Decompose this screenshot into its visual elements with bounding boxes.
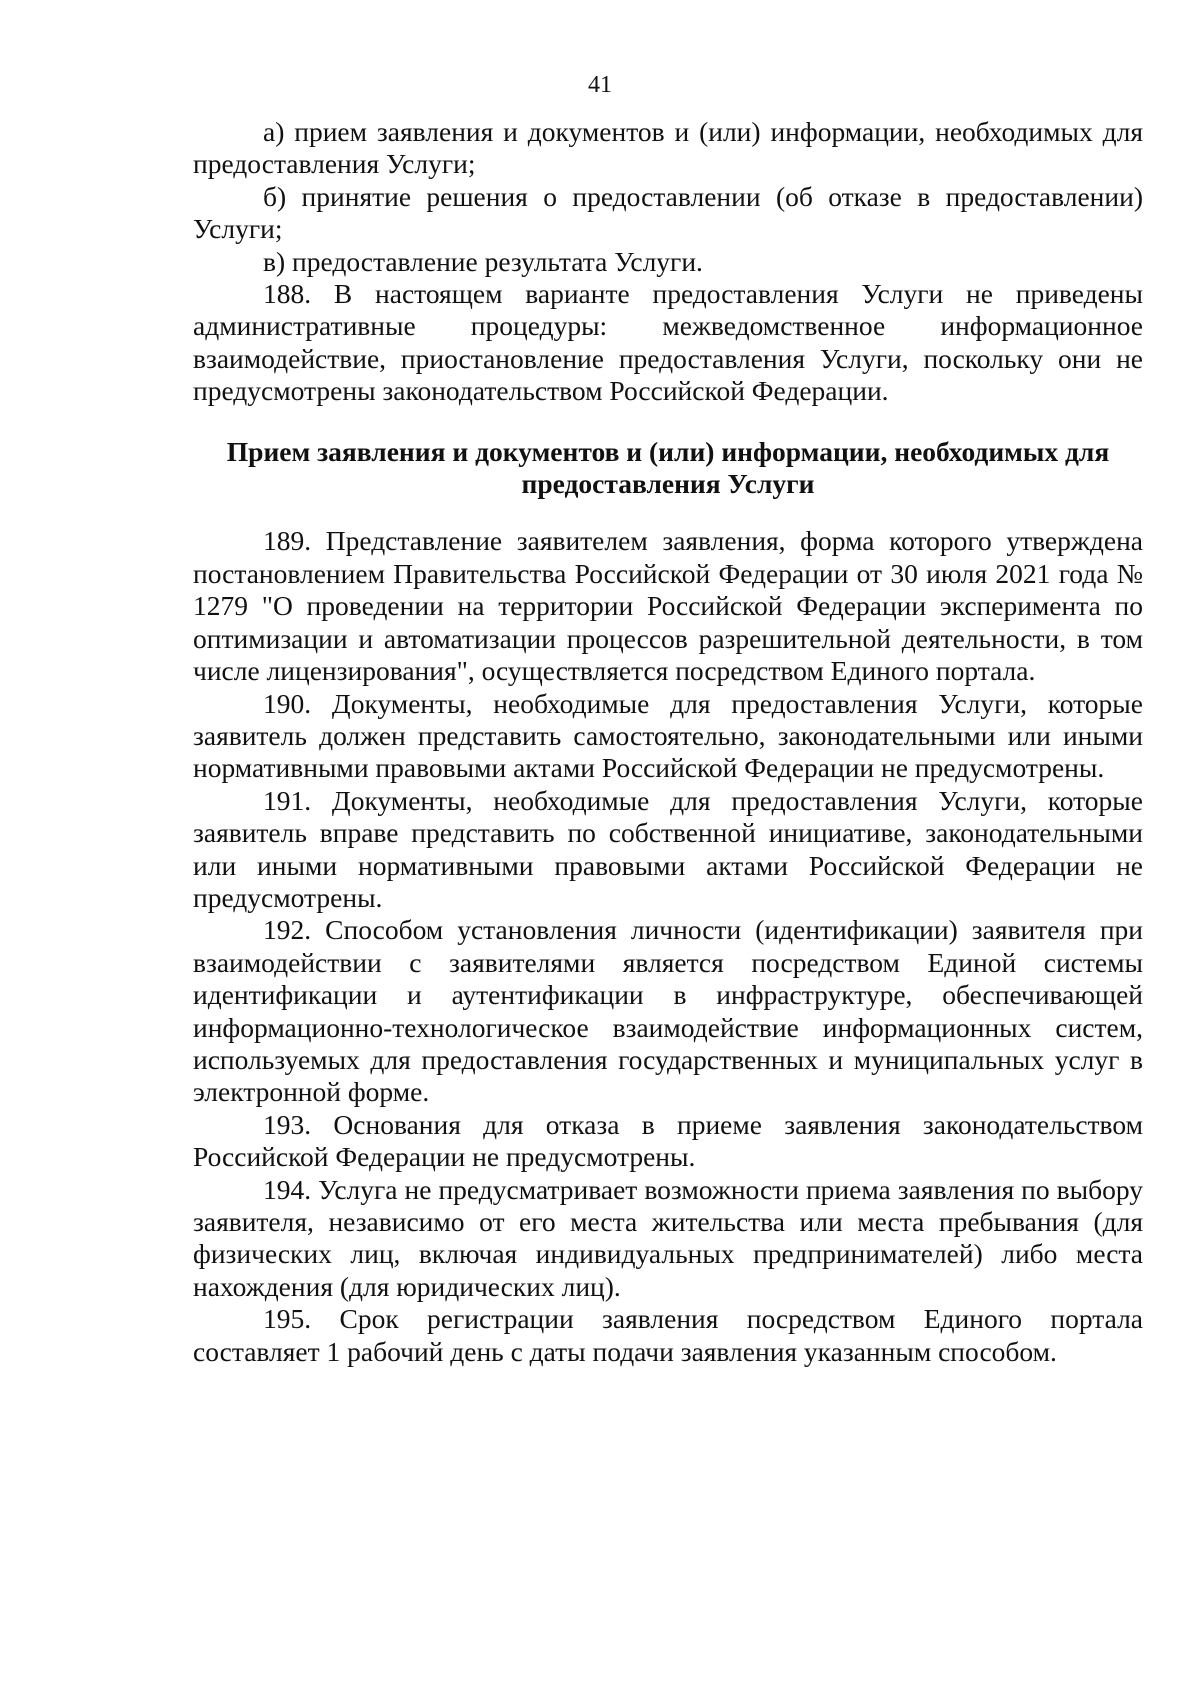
- paragraph-a: а) прием заявления и документов и (или) информации, необходимых для предоставления Услуги;: [193, 116, 1143, 180]
- paragraph-188: 188. В настоящем варианте предоставления Услуги не приведены административные процедуры: межведомственное информационное взаимодействие, приостановление предоставления Услуги, поскольку они не предусмотрены законодательством Российской Федерации.: [193, 278, 1143, 407]
- paragraph-v: в) предоставление результата Услуги.: [263, 245, 703, 277]
- paragraph-189: 189. Представление заявителем заявления, форма которого утверждена постановлением Правительства Российской Федерации от 30 июля 2021 года № 1279 "О проведении на территории Российской Федерации эксперимента по оптимизации и автоматизации процессов разрешительной деятельности, в том числе лицензирования", осуществляется посредством Единого портала.: [193, 525, 1143, 687]
- paragraph-190: 190. Документы, необходимые для предоставления Услуги, которые заявитель должен представить самостоятельно, законодательными или иными нормативными правовыми актами Российской Федерации не предусмотрены.: [193, 687, 1143, 784]
- paragraph-191: 191. Документы, необходимые для предоставления Услуги, которые заявитель вправе представить по собственной инициативе, законодательными или иными нормативными правовыми актами Российской Федерации не предусмотрены.: [193, 784, 1143, 913]
- document-body: [193, 116, 1143, 1368]
- paragraph-194: 194. Услуга не предусматривает возможности приема заявления по выбору заявителя, независимо от его места жительства или места пребывания (для физических лиц, включая индивидуальных предпринимателей) либо места нахождения (для юридических лиц).: [193, 1173, 1143, 1302]
- paragraph-192: 192. Способом установления личности (идентификации) заявителя при взаимодействии с заявителями является посредством Единой системы идентификации и аутентификации в инфраструктуре, обеспечивающей информационно-технологическое взаимодействие информационных систем, используемых для предоставления государственных и муниципальных услуг в электронной форме.: [193, 914, 1143, 1108]
- paragraph-195: 195. Срок регистрации заявления посредством Единого портала составляет 1 рабочий день с даты подачи заявления указанным способом.: [193, 1303, 1143, 1367]
- page-number: 41: [588, 72, 612, 98]
- section-heading: Прием заявления и документов и (или) информации, необходимых для предоставления Услуги: [226, 435, 1110, 500]
- paragraph-193: 193. Основания для отказа в приеме заявления законодательством Российской Федерации не предусмотрены.: [193, 1108, 1143, 1173]
- paragraph-b: б) принятие решения о предоставлении (об отказе в предоставлении) Услуги;: [193, 180, 1143, 245]
